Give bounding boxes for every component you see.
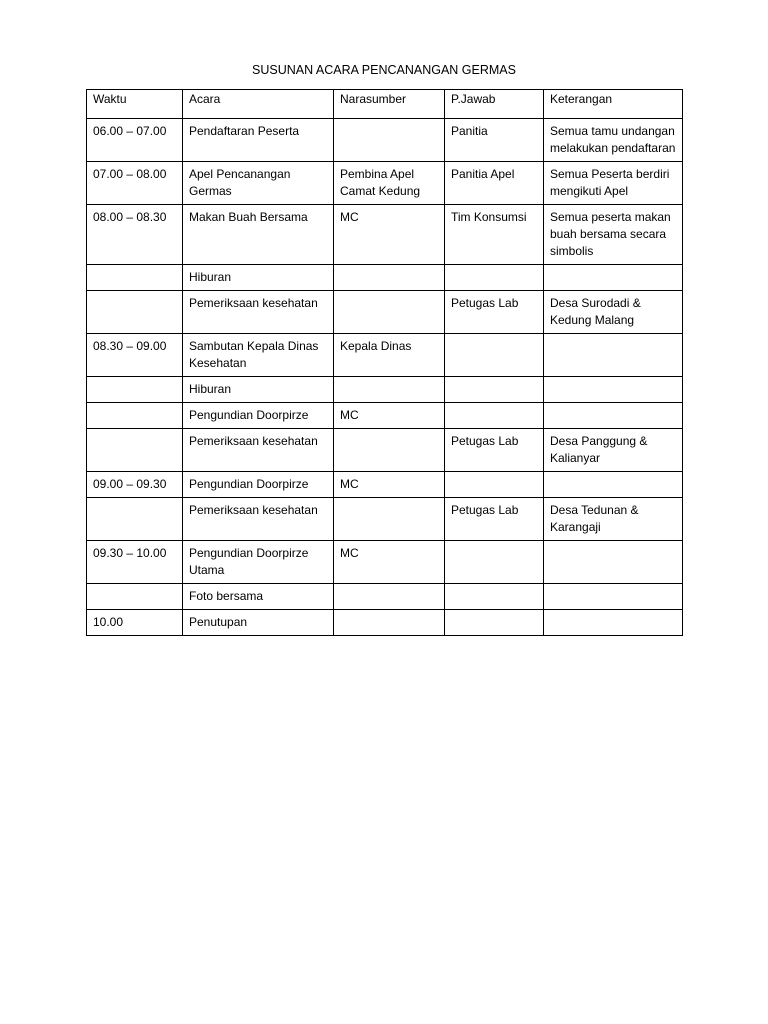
cell-pjawab: Tim Konsumsi [445,205,544,265]
cell-waktu: 09.00 – 09.30 [87,472,183,498]
cell-pjawab [445,265,544,291]
table-row [87,498,683,541]
table-row [87,403,683,429]
cell-acara: Penutupan [183,610,334,636]
schedule-table [86,89,683,636]
cell-waktu [87,265,183,291]
cell-narasumber [334,498,445,541]
cell-keterangan: Semua peserta makan buah bersama secara simbolis [544,205,683,265]
cell-acara: Pemeriksaan kesehatan [183,429,334,472]
header-pjawab: P.Jawab [445,90,544,119]
cell-waktu: 09.30 – 10.00 [87,541,183,584]
cell-pjawab [445,472,544,498]
cell-keterangan: Semua tamu undangan melakukan pendaftaran [544,119,683,162]
table-row [87,377,683,403]
cell-pjawab [445,584,544,610]
cell-narasumber [334,584,445,610]
cell-waktu [87,377,183,403]
cell-acara: Hiburan [183,377,334,403]
table-row [87,584,683,610]
table-row [87,162,683,205]
table-row [87,429,683,472]
cell-pjawab [445,334,544,377]
cell-waktu [87,498,183,541]
header-row [87,90,683,119]
table-row [87,610,683,636]
table-row [87,119,683,162]
table-row [87,541,683,584]
cell-waktu: 06.00 – 07.00 [87,119,183,162]
cell-waktu [87,291,183,334]
table-body [87,119,683,636]
cell-acara: Pemeriksaan kesehatan [183,291,334,334]
cell-keterangan [544,377,683,403]
cell-narasumber [334,377,445,403]
cell-pjawab [445,403,544,429]
cell-pjawab: Petugas Lab [445,498,544,541]
cell-pjawab [445,541,544,584]
header-narasumber: Narasumber [334,90,445,119]
cell-acara: Sambutan Kepala Dinas Kesehatan [183,334,334,377]
cell-narasumber: MC [334,205,445,265]
cell-pjawab: Panitia [445,119,544,162]
cell-waktu: 10.00 [87,610,183,636]
cell-pjawab: Petugas Lab [445,291,544,334]
cell-waktu: 07.00 – 08.00 [87,162,183,205]
cell-keterangan [544,610,683,636]
table-row [87,472,683,498]
cell-keterangan [544,334,683,377]
table-row [87,265,683,291]
cell-narasumber: Pembina Apel Camat Kedung [334,162,445,205]
cell-pjawab [445,377,544,403]
cell-acara: Pengundian Doorpirze [183,403,334,429]
cell-acara: Pengundian Doorpirze [183,472,334,498]
table-header [87,90,683,119]
cell-acara: Apel Pencanangan Germas [183,162,334,205]
cell-keterangan: Desa Tedunan & Karangaji [544,498,683,541]
cell-keterangan: Desa Panggung & Kalianyar [544,429,683,472]
table-row [87,334,683,377]
cell-narasumber: Kepala Dinas [334,334,445,377]
cell-pjawab: Petugas Lab [445,429,544,472]
cell-narasumber [334,265,445,291]
cell-narasumber [334,610,445,636]
cell-acara: Pendaftaran Peserta [183,119,334,162]
header-acara: Acara [183,90,334,119]
cell-acara: Pemeriksaan kesehatan [183,498,334,541]
cell-waktu: 08.00 – 08.30 [87,205,183,265]
cell-narasumber: MC [334,403,445,429]
cell-narasumber: MC [334,541,445,584]
cell-waktu [87,403,183,429]
table-row [87,291,683,334]
cell-pjawab: Panitia Apel [445,162,544,205]
cell-keterangan [544,403,683,429]
cell-pjawab [445,610,544,636]
cell-narasumber [334,291,445,334]
table-row [87,205,683,265]
cell-acara: Pengundian Doorpirze Utama [183,541,334,584]
header-waktu: Waktu [87,90,183,119]
cell-acara: Hiburan [183,265,334,291]
document-title: SUSUNAN ACARA PENCANANGAN GERMAS [252,63,516,77]
cell-acara: Makan Buah Bersama [183,205,334,265]
header-keterangan: Keterangan [544,90,683,119]
cell-narasumber [334,119,445,162]
cell-keterangan [544,265,683,291]
cell-narasumber: MC [334,472,445,498]
cell-keterangan [544,584,683,610]
cell-acara: Foto bersama [183,584,334,610]
cell-narasumber [334,429,445,472]
cell-keterangan [544,541,683,584]
cell-keterangan: Semua Peserta berdiri mengikuti Apel [544,162,683,205]
cell-waktu [87,584,183,610]
cell-keterangan [544,472,683,498]
cell-waktu [87,429,183,472]
cell-keterangan: Desa Surodadi & Kedung Malang [544,291,683,334]
cell-waktu: 08.30 – 09.00 [87,334,183,377]
